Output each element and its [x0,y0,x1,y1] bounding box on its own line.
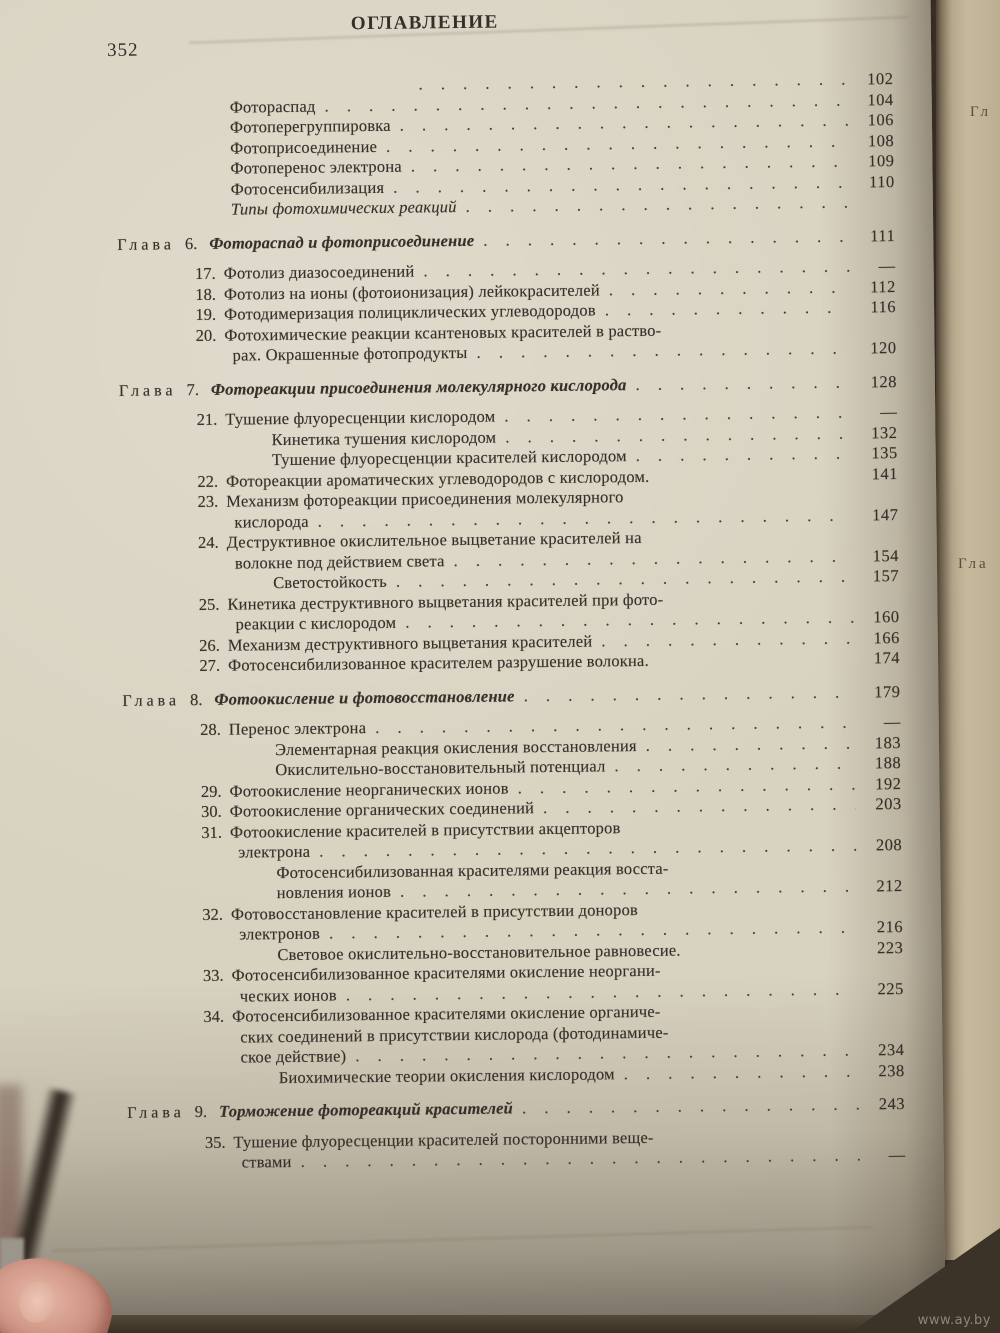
entry-page-number: 116 [870,297,897,317]
entry-text: Фотосенсибилизация [230,177,385,199]
entry-text: Деструктивное окислительное выцветание красителей на [226,527,642,552]
entry-text: Фотосенсибилизованное красителями окисление органиче- [231,1001,661,1026]
leader-gap [661,1014,862,1016]
item-number: 28. [200,719,221,739]
dot-leader [466,193,849,218]
leader-gap [649,664,858,666]
facing-page-sliver [936,0,1000,1260]
entry-page-number: 106 [867,110,895,130]
leader-gap [654,1140,864,1142]
entry-page-number: 179 [874,681,901,701]
entry-text: Фотохимические реакции ксантеновых красителей в раство- [224,320,662,345]
entry-page-number: 238 [878,1060,905,1080]
chapter-word: Глава [117,235,175,254]
leader-gap [669,871,861,873]
entry-text: Механизм фотореакции присоединения молекулярного [226,487,624,511]
entry-text: новления ионов [276,881,392,903]
entry-text: Фотоприсоединение [230,136,378,158]
leader-gap [681,953,862,955]
entry-text: Кинетика деструктивного выцветания красителей при фото- [227,589,664,614]
entry-page-number: 192 [875,773,902,793]
entry-text: Фотоокисление органических соединений [229,798,535,821]
thumbnail-nail [14,1277,60,1327]
item-number: 20. [195,325,217,345]
entry-page-number: 183 [874,732,902,752]
entry-text: кислорода [234,511,309,532]
leader-gap [661,333,854,335]
chapter-number: 9. [194,1101,208,1122]
chapter-title: Фотораспад и фотоприсоединение [209,230,475,253]
entry-page-number: 104 [867,89,894,109]
table-of-contents [109,69,905,1174]
entry-text: Фотосенсибилизованное красителями окисление неоргани- [231,960,661,985]
leader-gap [669,1035,863,1037]
chapter-title: Торможение фотореакций красителей [218,1098,514,1121]
dot-leader [605,298,851,321]
entry-page-number: 135 [871,443,898,463]
entry-page-number: 157 [872,566,900,586]
dot-leader [476,339,850,364]
entry-text: Перенос электрона [228,718,367,739]
entry-page-number: 147 [872,504,899,524]
entry-text: реакции с кислородом [235,612,397,634]
entry-text: Типы фотохимических реакций [230,197,457,219]
leader-gap [638,912,861,915]
entry-text: электронов [239,923,321,944]
leader-gap [621,830,860,833]
entry-page-number: 128 [870,371,898,391]
entry-page-number: 225 [877,978,904,998]
entry-text: ских соединений в присутствии кислорода (фотодинамиче- [240,1022,669,1047]
entry-text: ствами [241,1151,292,1172]
item-number: 23. [197,491,219,511]
toc-row [116,682,900,712]
entry-text: ское действие) [240,1046,347,1067]
dot-leader [522,1095,859,1119]
entry-page-number: 110 [868,171,895,191]
entry-page-number: 141 [871,463,899,483]
dot-leader [543,795,856,819]
item-number: 18. [195,284,216,304]
entry-text: Кинетика тушения кислородом [271,427,497,449]
item-number: 30. [201,801,222,821]
entry-text: Тушение флуоресценции кислородом [225,406,496,429]
leader-gap [663,602,857,604]
entry-text: Фотосенсибилизованное красителем разрушение волокна. [227,650,649,675]
leader-gap [624,500,857,503]
entry-text: Фотолиз на ионы (фотоионизация) лейкокрасителей [223,279,600,304]
dot-leader [609,277,850,300]
chapter-word: Глава [127,1104,185,1122]
chapter-title: Фотоокисление и фотовосстановление [214,685,515,709]
entry-text: Фотолиз диазосоединений [223,261,415,283]
entry-text: Элементарная реакция окисления восстановления [274,735,637,759]
item-number: 24. [197,532,219,552]
entry-page-number: 216 [876,917,904,937]
item-number: 34. [203,1006,225,1026]
chapter-number: 6. [184,233,198,253]
leader-gap [642,541,857,543]
chapter-number: 8. [189,689,203,709]
entry-page-number: 223 [876,937,904,957]
dot-leader [524,682,855,706]
entry-page-number: 108 [867,130,895,150]
chapter-word: Глава [122,691,181,710]
chapter-title: Фотореакции присоединения молекулярного кислорода [210,374,627,399]
entry-text: Светостойкость [273,571,388,593]
entry-page-number: 111 [870,225,896,245]
entry-text: Механизм деструктивного выцветания красителей [227,631,593,655]
entry-page-number: 120 [870,338,897,358]
chapter-number: 7. [186,379,200,399]
entry-text: ческих ионов [239,984,337,1006]
entry-page-number: 102 [867,69,894,89]
entry-text: Фотовосстановление красителей в присутствии доноров [230,899,639,924]
entry-page-number: 154 [872,545,899,565]
entry-page-number: 174 [873,648,901,668]
item-number: 32. [202,904,224,924]
entry-page-number: 212 [876,876,903,896]
dot-leader [635,372,851,395]
entry-text: Биохимические теории окисления кислородом [278,1063,615,1087]
entry-page-number: — [888,1144,906,1165]
entry-page-number: 109 [868,151,895,171]
entry-text: электрона [238,841,311,862]
facing-page-text-fragment-top: Гл [970,104,992,120]
dot-leader [646,733,856,756]
entry-text: Фотоперегруппировка [229,115,391,137]
toc-row [113,372,897,402]
page-title: ОГЛАВЛЕНИЕ [350,11,499,35]
entry-page-number: — [880,402,898,422]
entry-page-number: — [878,256,896,276]
entry-text: волокне под действием света [234,550,445,573]
entry-text: Фотоперенос электрона [230,156,402,178]
item-number: 27. [199,655,221,675]
entry-page-number: 160 [873,607,900,627]
entry-page-number: 243 [878,1094,906,1114]
entry-text: рах. Окрашенные фотопродукты [232,342,468,365]
entry-page-number: 203 [875,794,902,814]
dot-leader [483,226,849,251]
entry-text: Тушение флуоресценции красителей кислородом [271,446,627,470]
item-number: 33. [202,965,224,985]
item-number: 29. [200,781,222,801]
watermark: www.ay.by [917,1313,991,1328]
item-number: 22. [197,471,219,491]
leader-gap [661,973,862,975]
entry-text: Окислительно-восстановительный потенциал [275,756,606,780]
entry-text: Фотодимеризация полициклических углеводородов [223,300,596,324]
table-surface [0,1315,1000,1333]
entry-text: Фотосенсибилизованная красителями реакция восста- [276,858,669,882]
item-number: 19. [195,304,217,325]
item-number: 25. [198,594,220,614]
facing-page-text-fragment-bottom: Гла [958,556,989,572]
toc-row [121,1094,905,1124]
item-number: 26. [199,635,220,655]
dot-leader [624,1061,859,1084]
folio-page-number: 352 [106,39,139,61]
entry-text: Тушение флуоресценции красителей посторонними веще- [233,1127,654,1152]
entry-text: Фотоокисление неорганических ионов [229,777,509,801]
entry-page-number: 188 [874,753,902,773]
dot-leader [636,444,852,467]
item-number: 17. [194,263,216,284]
entry-page-number: 132 [871,422,898,442]
entry-text: Световое окислительно-восстановительное равновесие. [277,940,681,964]
toc-row [111,226,895,256]
entry-page-number: 112 [870,276,896,296]
item-number: 31. [201,822,223,842]
dot-leader [614,754,855,777]
entry-text: Фотореакции ароматических углеводородов с кислородом. [225,466,650,491]
dot-leader [601,628,854,651]
entry-page-number: — [883,712,901,732]
entry-page-number: 208 [875,835,903,855]
entry-page-number: 234 [878,1040,905,1060]
item-number: 35. [204,1132,226,1152]
entry-page-number: 166 [873,627,900,647]
chapter-word: Глава [118,381,177,400]
entry-text: Фотораспад [229,96,316,117]
page-crease-bottom [53,1226,873,1252]
entry-text: Фотоокисление красителей в присутствии акцепторов [229,817,621,842]
leader-gap [649,479,856,481]
item-number: 21. [196,409,218,429]
